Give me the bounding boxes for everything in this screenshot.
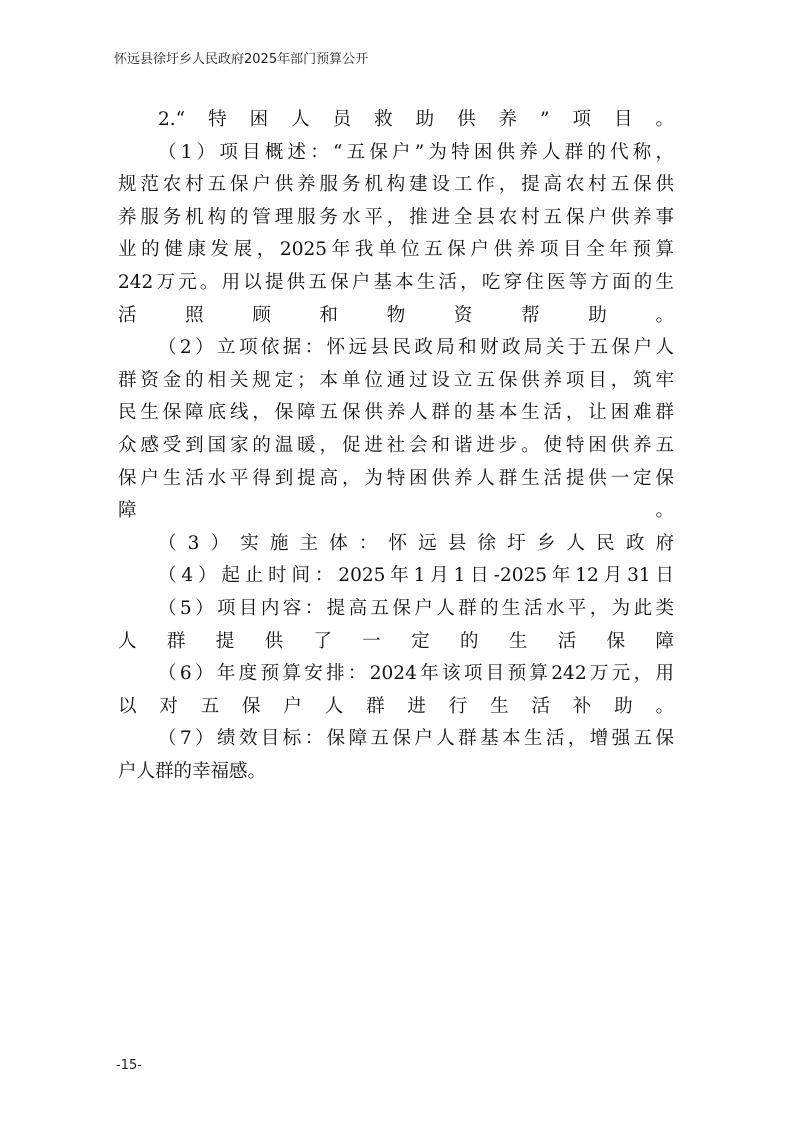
paragraph-line: （3）实施主体：怀远县徐圩乡人民政府 [158,532,674,554]
page-number: -15- [116,1058,142,1073]
paragraph-line: 障。 [118,500,674,522]
paragraph-line: （1）项目概述：“五保户”为特困供养人群的代称， [158,141,674,163]
paragraph-line: 群资金的相关规定；本单位通过设立五保供养项目，筑牢 [118,369,674,391]
document-body [118,104,674,788]
paragraph-line: （5）项目内容：提高五保户人群的生活水平，为此类 [158,597,674,619]
paragraph-line: 众感受到国家的温暖，促进社会和谐进步。使特困供养五 [118,434,674,456]
paragraph-line: （2）立项依据：怀远县民政局和财政局关于五保户人 [158,337,674,359]
paragraph-line: 人群提供了一定的生活保障 [118,630,674,652]
paragraph-line: 规范农村五保户供养服务机构建设工作，提高农村五保供 [118,174,674,196]
paragraph-line: 以对五保户人群进行生活补助。 [118,695,674,717]
paragraph-line: 活照顾和物资帮助。 [118,304,674,326]
section-heading: 2.“特困人员救助供养”项目。 [158,109,674,130]
paragraph-line: 养服务机构的管理服务水平，推进全县农村五保户供养事 [118,206,674,228]
paragraph-line: （7）绩效目标：保障五保户人群基本生活，增强五保 [158,728,674,750]
page-header: 怀远县徐圩乡人民政府2025年部门预算公开 [114,52,369,67]
paragraph-line: 业的健康发展，2025年我单位五保户供养项目全年预算 [118,239,674,261]
paragraph-line: 户人群的幸福感。 [118,760,267,782]
paragraph-line: 242万元。用以提供五保户基本生活，吃穿住医等方面的生 [118,271,674,293]
paragraph-line: （4）起止时间：2025年1月1日-2025年12月31日 [158,565,674,587]
paragraph-line: 保户生活水平得到提高，为特困供养人群生活提供一定保 [118,467,674,489]
paragraph-line: 民生保障底线，保障五保供养人群的基本生活，让困难群 [118,402,674,424]
paragraph-line: （6）年度预算安排：2024年该项目预算242万元，用 [158,663,674,685]
